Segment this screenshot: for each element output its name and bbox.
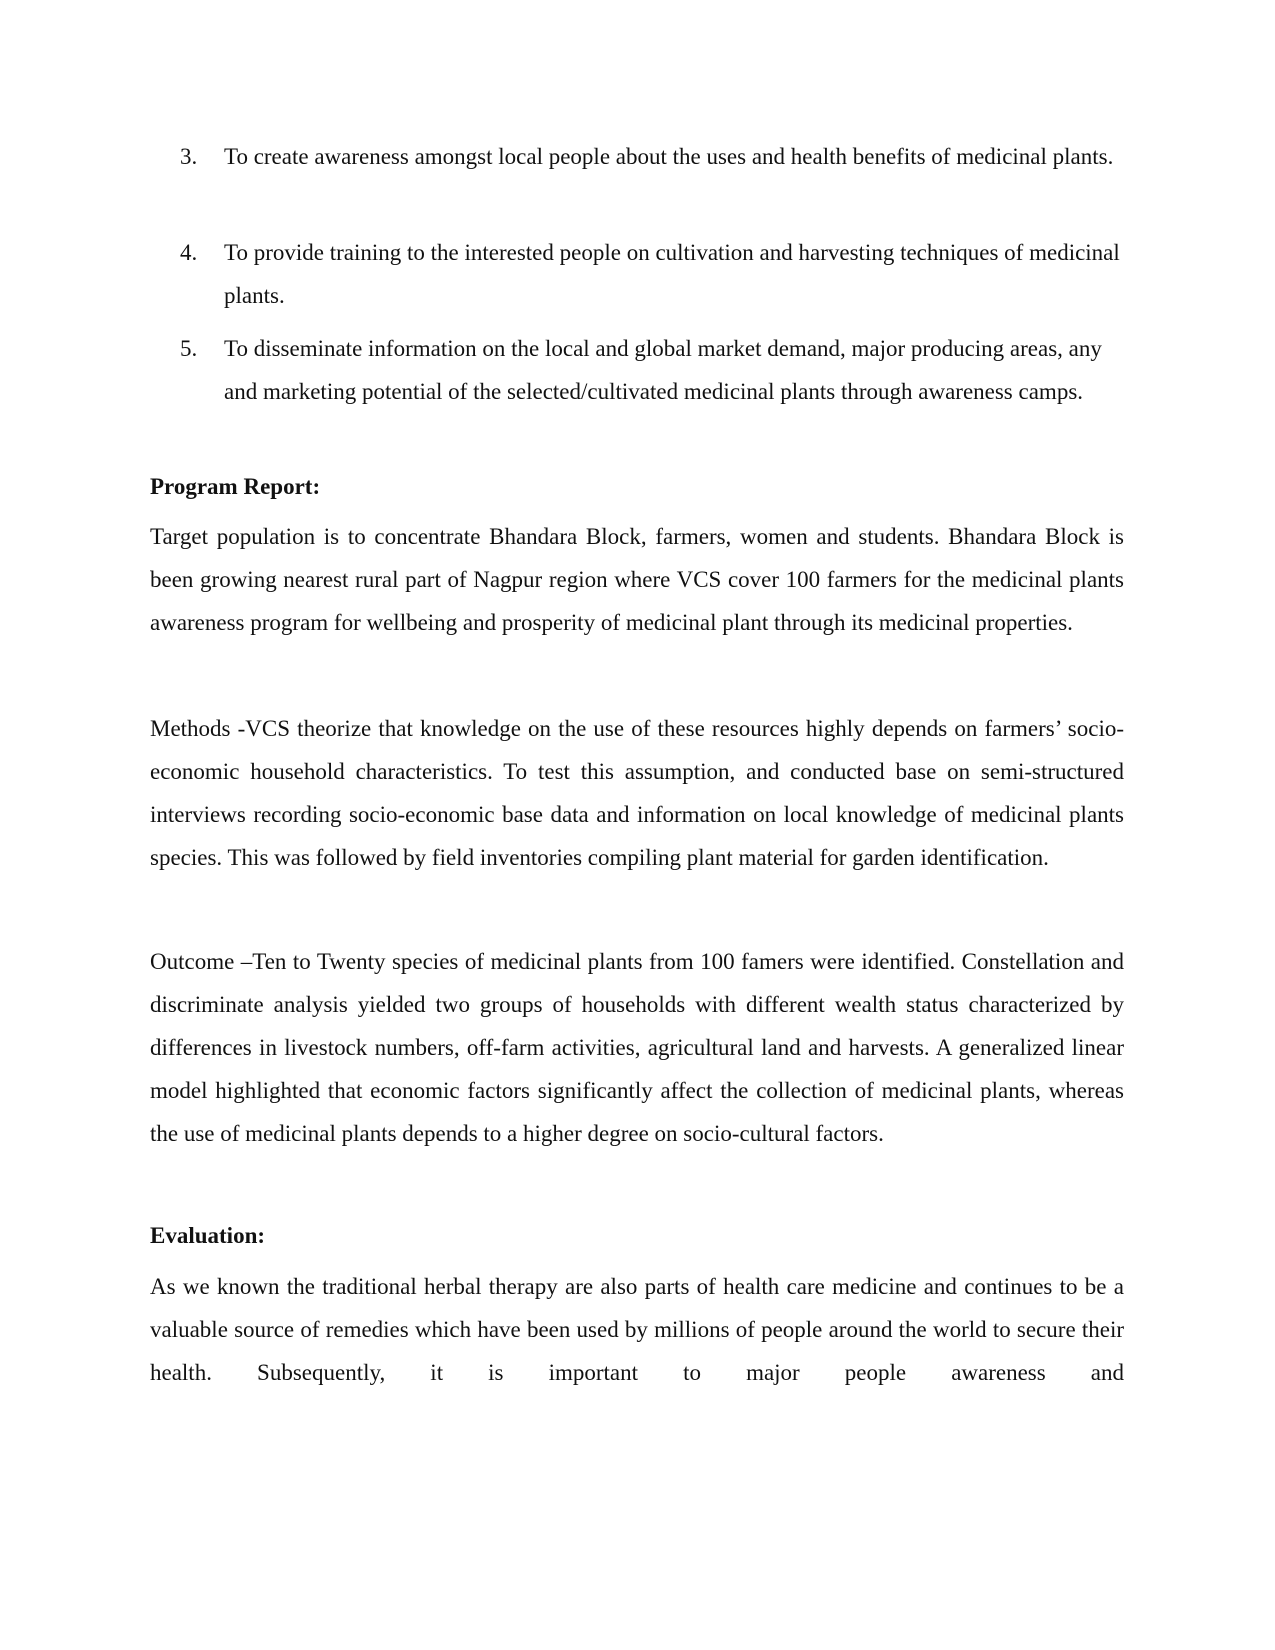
- list-item-text: To disseminate information on the local and global market demand, major producing areas, any and marketing potential of the selected/cultivated medicinal plants through awareness camps.: [224, 336, 1102, 404]
- list-item: [180, 231, 1120, 317]
- program-report-heading: Program Report:: [150, 474, 321, 499]
- target-population-paragraph: Target population is to concentrate Bhandara Block, farmers, women and students. Bhandara Block is been growing nearest rural part of Nagpur region where VCS cover 100 farmers for the medicinal plants awareness program for wellbeing and prosperity of medicinal plant through its medicinal properties.: [150, 524, 1124, 635]
- list-item-number: 3.: [180, 144, 198, 169]
- evaluation-heading: Evaluation:: [150, 1223, 266, 1248]
- methods-paragraph: Methods -VCS theorize that knowledge on the use of these resources highly depends on farmers’ socio-economic household characteristics. To test this assumption, and conducted base on semi-structured interviews recording socio-economic base data and information on local knowledge of medicinal plants species. This was followed by field inventories compiling plant material for garden identification.: [150, 716, 1124, 870]
- outcome-paragraph: Outcome –Ten to Twenty species of medicinal plants from 100 famers were identified. Constellation and discriminate analysis yielded two groups of households with different wealth status characterized by differences in livestock numbers, off-farm activities, agricultural land and harvests. A generalized linear model highlighted that economic factors significantly affect the collection of medicinal plants, whereas the use of medicinal plants depends to a higher degree on socio-cultural factors.: [150, 949, 1124, 1146]
- list-item-number: 5.: [180, 336, 198, 361]
- list-item: [180, 327, 1120, 413]
- list-item-text: To create awareness amongst local people about the uses and health benefits of medicinal plants.: [224, 144, 1114, 169]
- list-item: [180, 135, 1120, 178]
- list-item-number: 4.: [180, 240, 198, 265]
- evaluation-paragraph: As we known the traditional herbal therapy are also parts of health care medicine and continues to be a valuable source of remedies which have been used by millions of people around the world to secure their health. Subsequently, it is important to major people awareness and: [150, 1274, 1124, 1385]
- list-item-text: To provide training to the interested people on cultivation and harvesting techniques of medicinal plants.: [224, 240, 1120, 308]
